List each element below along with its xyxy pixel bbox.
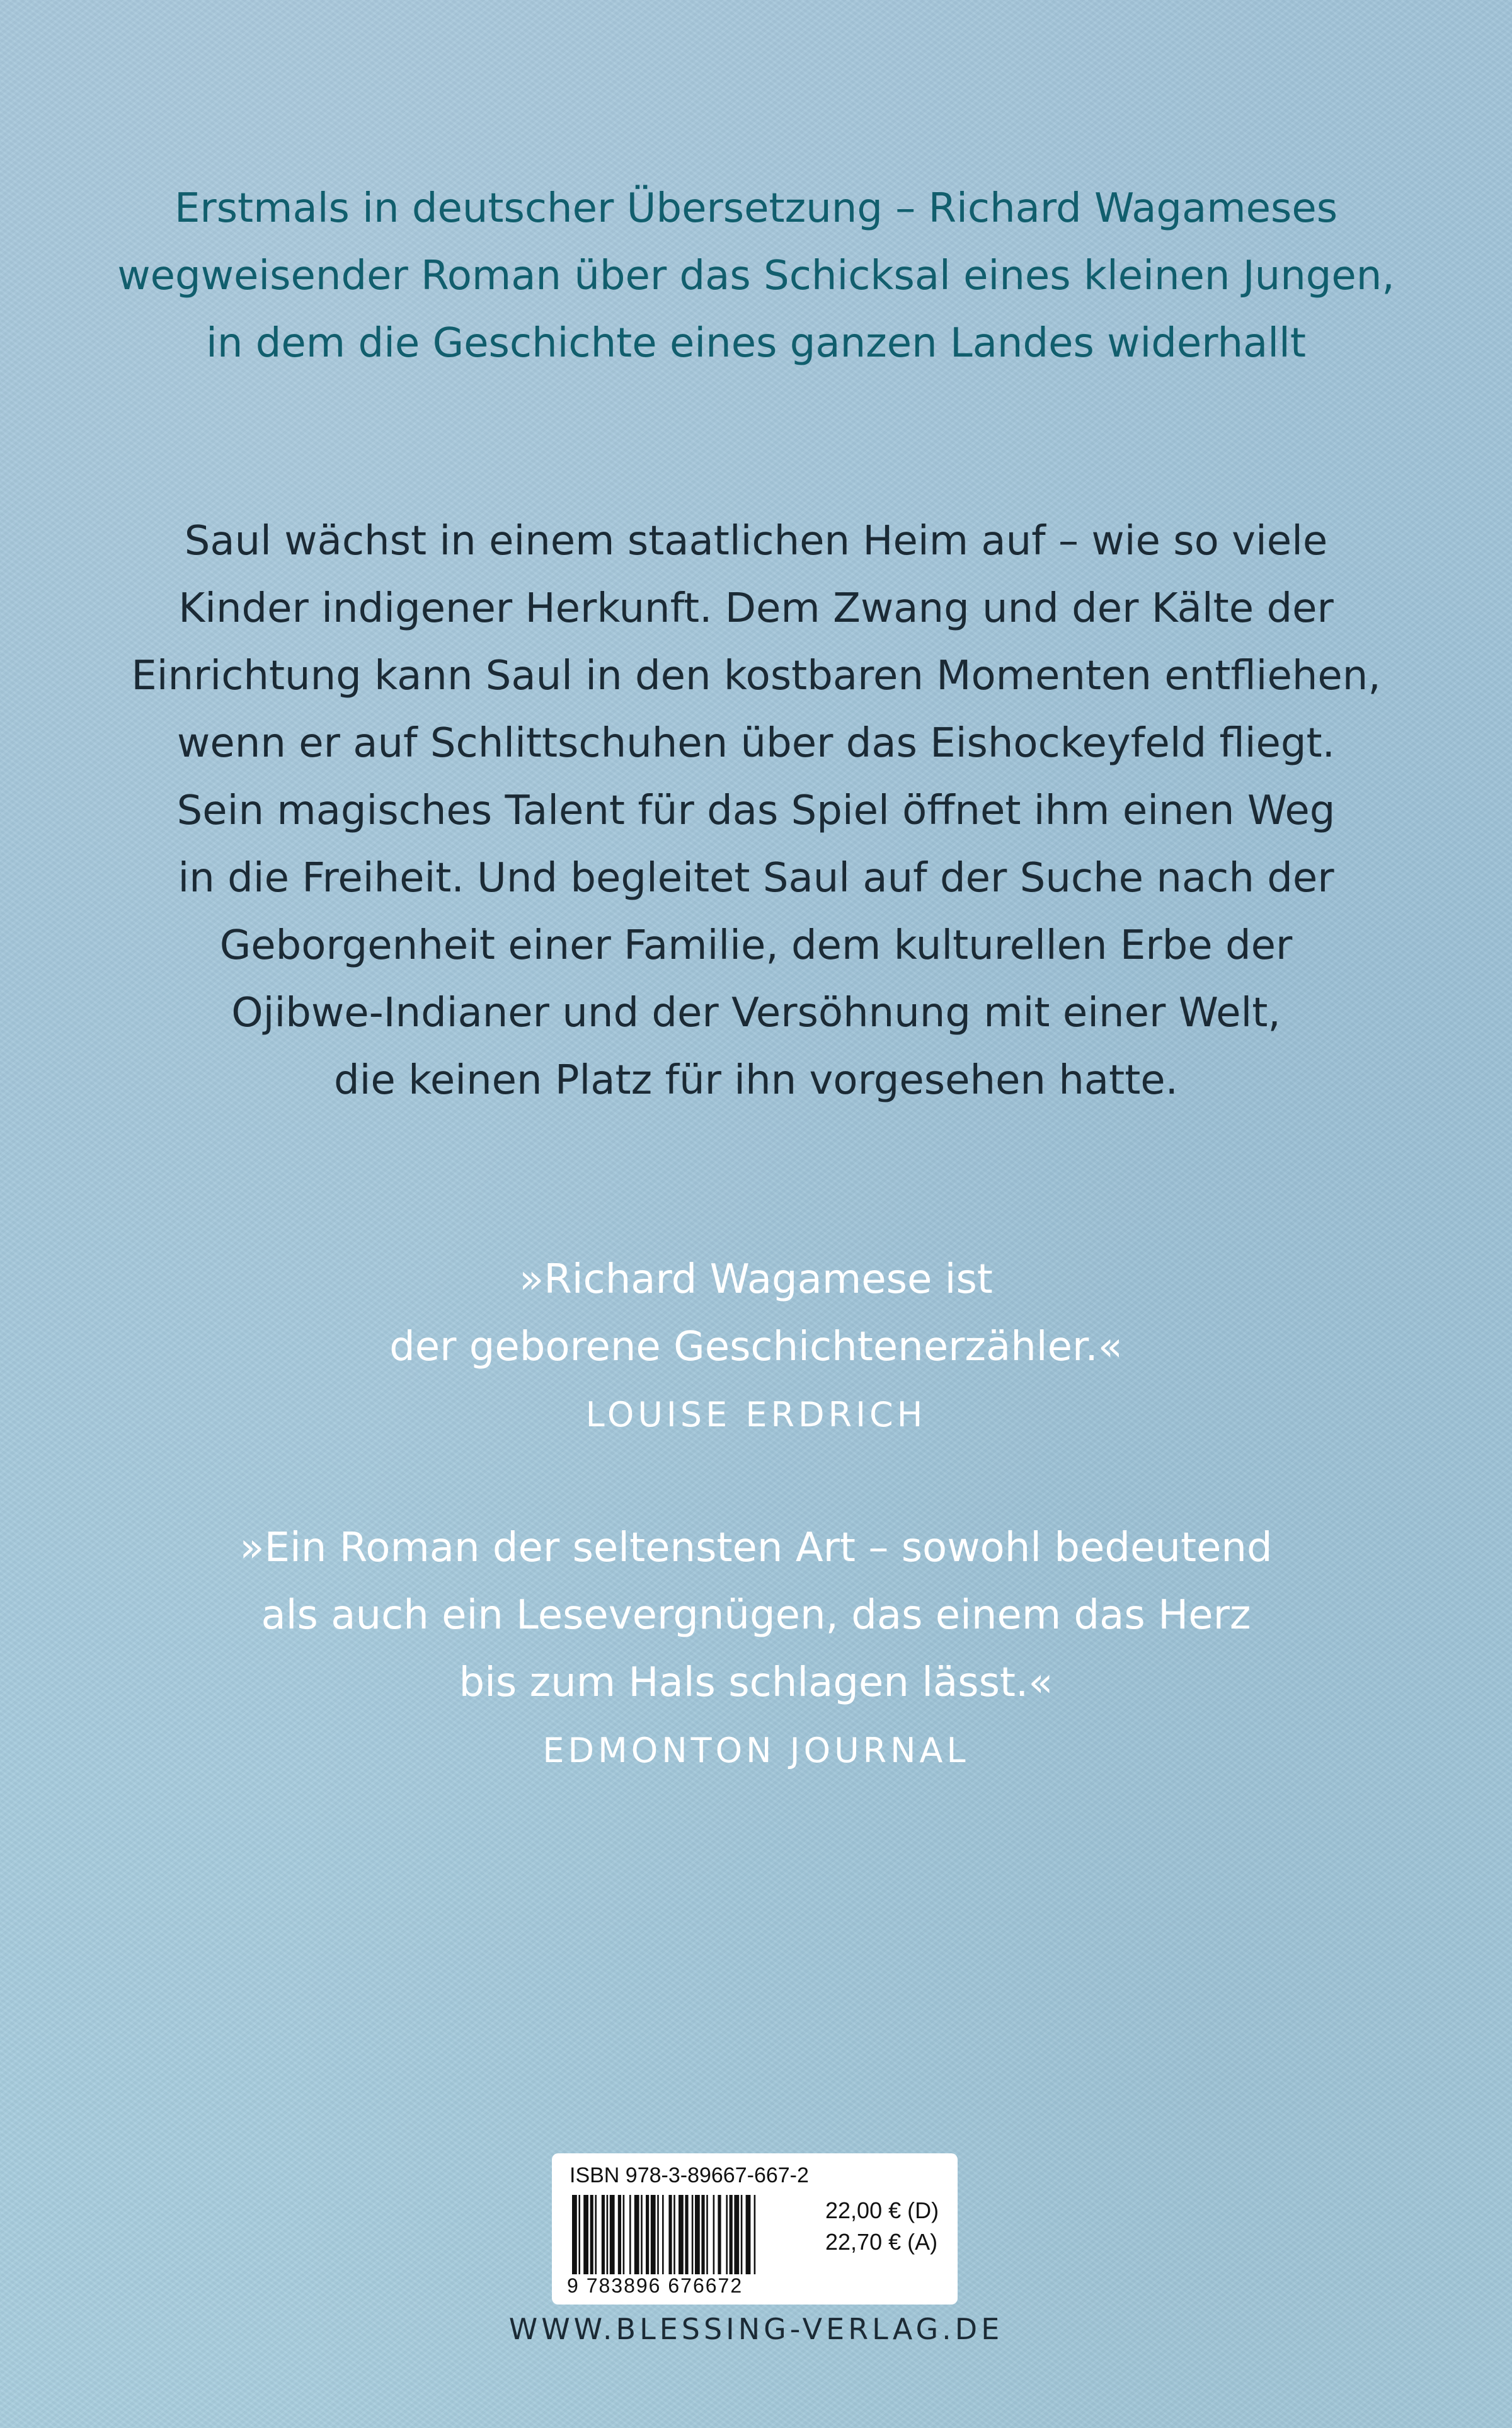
publisher-website: WWW.BLESSING-VERLAG.DE [508, 2312, 1004, 2346]
barcode-bar [595, 2195, 597, 2274]
barcode-bar [746, 2195, 751, 2274]
barcode-bar [726, 2195, 728, 2274]
price-germany: 22,00 € (D) [825, 2197, 939, 2223]
barcode-bar [590, 2195, 593, 2274]
blurb-line: in die Freiheit. Und begleitet Saul auf der Suche nach der [178, 855, 1334, 902]
review-quote-edmonton [0, 1515, 1512, 1784]
blurb-line: Kinder indigener Herkunft. Dem Zwang und der Kälte der [178, 585, 1334, 632]
blurb-text [0, 508, 1512, 1114]
price-block [825, 2195, 939, 2258]
isbn-text: ISBN 978-3-89667-667-2 [570, 2163, 809, 2187]
quote-source: LOUISE ERDRICH [585, 1395, 927, 1434]
quote-line: als auch ein Lesevergnügen, das einem das Herz [261, 1592, 1251, 1639]
review-quote-erdrich [0, 1246, 1512, 1448]
teaser-line: wegweisender Roman über das Schicksal eines kleinen Jungen, [117, 253, 1395, 299]
teaser-line: Erstmals in deutscher Übersetzung – Richard Wagameses [174, 185, 1338, 232]
blurb-line: Sein magisches Talent für das Spiel öffnet ihm einen Weg [176, 787, 1336, 834]
quote-line: bis zum Hals schlagen lässt.« [459, 1659, 1053, 1706]
barcode-bar [718, 2195, 721, 2274]
blurb-line: Ojibwe-Indianer und der Versöhnung mit einer Welt, [231, 990, 1281, 1036]
barcode-bar [634, 2195, 639, 2274]
barcode-bar [692, 2195, 694, 2274]
barcode-bar [701, 2195, 704, 2274]
teaser-line: in dem die Geschichte eines ganzen Landes widerhallt [206, 320, 1306, 367]
blurb-line: Einrichtung kann Saul in den kostbaren Momenten entfliehen, [131, 653, 1381, 699]
barcode-bar [668, 2195, 672, 2274]
price-austria: 22,70 € (A) [825, 2229, 938, 2255]
barcode-bar [730, 2195, 733, 2274]
barcode-bar [651, 2195, 656, 2274]
barcode-bar [695, 2195, 700, 2274]
barcode-bar [578, 2195, 580, 2274]
barcode-bar [741, 2195, 743, 2274]
barcode-bar [641, 2195, 643, 2274]
barcode-bar [618, 2195, 621, 2274]
barcode-bar [623, 2195, 625, 2274]
blurb-line: die keinen Platz für ihn vorgesehen hatte. [334, 1057, 1178, 1104]
barcode-bar [673, 2195, 675, 2274]
barcode-bar [754, 2195, 756, 2274]
barcode-bar [583, 2195, 588, 2274]
barcode-bar [734, 2195, 739, 2274]
barcode-icon [571, 2195, 816, 2274]
barcode-digits: 9 783896 676672 [567, 2274, 743, 2297]
barcode-bar [706, 2195, 708, 2274]
blurb-line: Geborgenheit einer Familie, dem kulturellen Erbe der [219, 922, 1293, 969]
barcode-bar [610, 2195, 615, 2274]
blurb-line: Saul wächst in einem staatlichen Heim auf – wie so viele [184, 518, 1328, 564]
quote-line: »Ein Roman der seltensten Art – sowohl bedeutend [239, 1525, 1273, 1571]
barcode-bar [629, 2195, 631, 2274]
barcode-bar [662, 2195, 664, 2274]
blurb-line: wenn er auf Schlittschuhen über das Eishockeyfeld fliegt. [177, 720, 1335, 767]
barcode-bar [602, 2195, 605, 2274]
barcode-bar [657, 2195, 659, 2274]
teaser-text [0, 175, 1512, 377]
quote-line: der geborene Geschichtenerzähler.« [389, 1324, 1123, 1370]
barcode-bar [713, 2195, 715, 2274]
barcode-bar [685, 2195, 688, 2274]
barcode-bar [646, 2195, 649, 2274]
barcode-bar [679, 2195, 684, 2274]
quote-line: »Richard Wagamese ist [519, 1256, 993, 1303]
barcode-bar [572, 2195, 577, 2274]
barcode-bar [607, 2195, 609, 2274]
barcode-label [552, 2153, 958, 2305]
quote-source: EDMONTON JOURNAL [542, 1731, 970, 1770]
